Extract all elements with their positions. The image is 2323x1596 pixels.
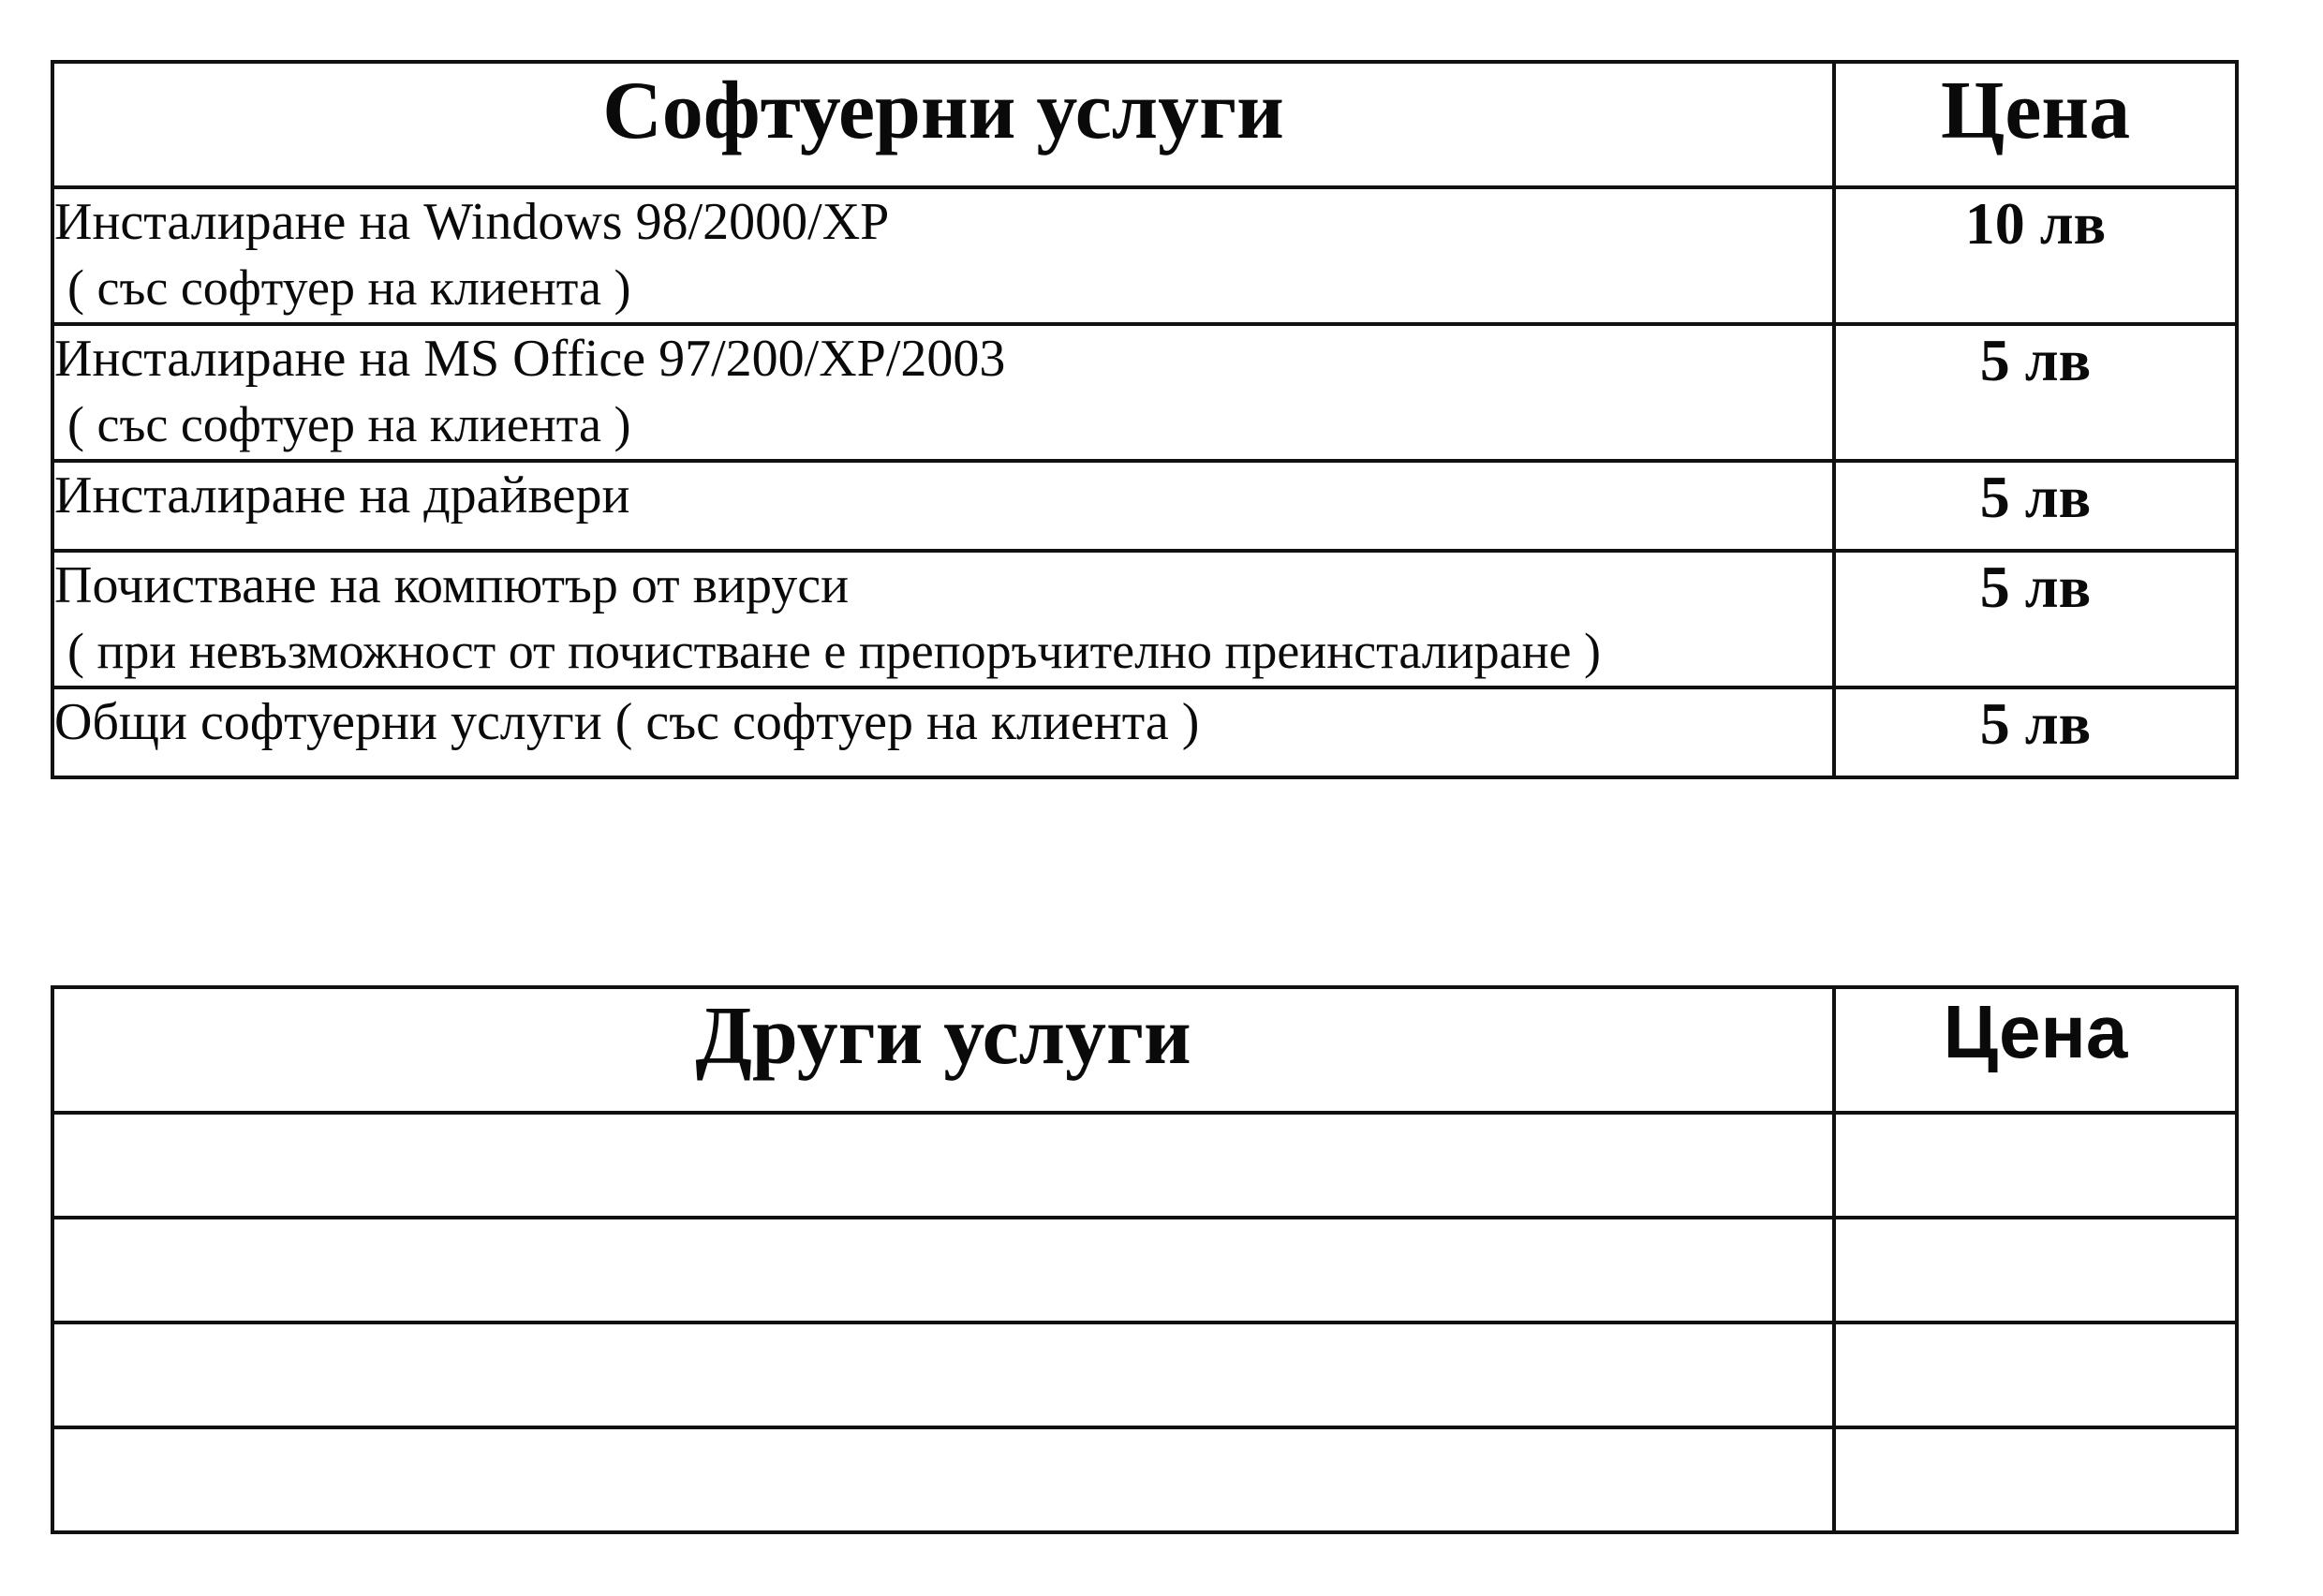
table-row — [52, 1113, 2237, 1218]
service-note: ( със софтуер на клиента ) — [67, 259, 631, 316]
service-cell — [52, 324, 1834, 461]
software-services-table — [51, 60, 2239, 779]
empty-price-cell — [1834, 1427, 2237, 1532]
service-cell — [52, 461, 1834, 551]
table-row — [52, 687, 2237, 777]
software-price-header: Цена — [1834, 62, 2237, 187]
price-cell: 5 лв — [1834, 551, 2237, 687]
other-price-header: Цена — [1834, 987, 2237, 1113]
empty-service-cell — [52, 1427, 1834, 1532]
service-name: Почистване на компютър от вируси — [54, 556, 850, 614]
software-services-header: Софтуерни услуги — [52, 62, 1834, 187]
table-row — [52, 1218, 2237, 1323]
service-name: Инсталиране на драйвери — [54, 466, 630, 525]
price-cell: 5 лв — [1834, 324, 2237, 461]
price-cell: 5 лв — [1834, 461, 2237, 551]
service-name: Общи софтуерни услуги ( със софтуер на клиента ) — [54, 693, 1200, 751]
other-services-header: Други услуги — [52, 987, 1834, 1113]
service-note: ( със софтуер на клиента ) — [67, 396, 631, 452]
empty-service-cell — [52, 1323, 1834, 1427]
table-row — [52, 187, 2237, 324]
empty-service-cell — [52, 1218, 1834, 1323]
service-name: Инсталиране на Windows 98/2000/XP — [54, 193, 890, 251]
service-cell — [52, 187, 1834, 324]
empty-price-cell — [1834, 1323, 2237, 1427]
empty-service-cell — [52, 1113, 1834, 1218]
empty-price-cell — [1834, 1113, 2237, 1218]
price-cell: 5 лв — [1834, 687, 2237, 777]
other-services-table — [51, 985, 2239, 1534]
table-row — [52, 461, 2237, 551]
table-row — [52, 1427, 2237, 1532]
table-row — [52, 324, 2237, 461]
service-note: ( при невъзможност от почистване е препоръчително преинсталиране ) — [67, 623, 1601, 679]
empty-price-cell — [1834, 1218, 2237, 1323]
service-name: Инсталиране на MS Office 97/200/XP/2003 — [54, 330, 1006, 388]
service-cell — [52, 687, 1834, 777]
price-cell: 10 лв — [1834, 187, 2237, 324]
table-row — [52, 551, 2237, 687]
table-row — [52, 1323, 2237, 1427]
service-cell — [52, 551, 1834, 687]
